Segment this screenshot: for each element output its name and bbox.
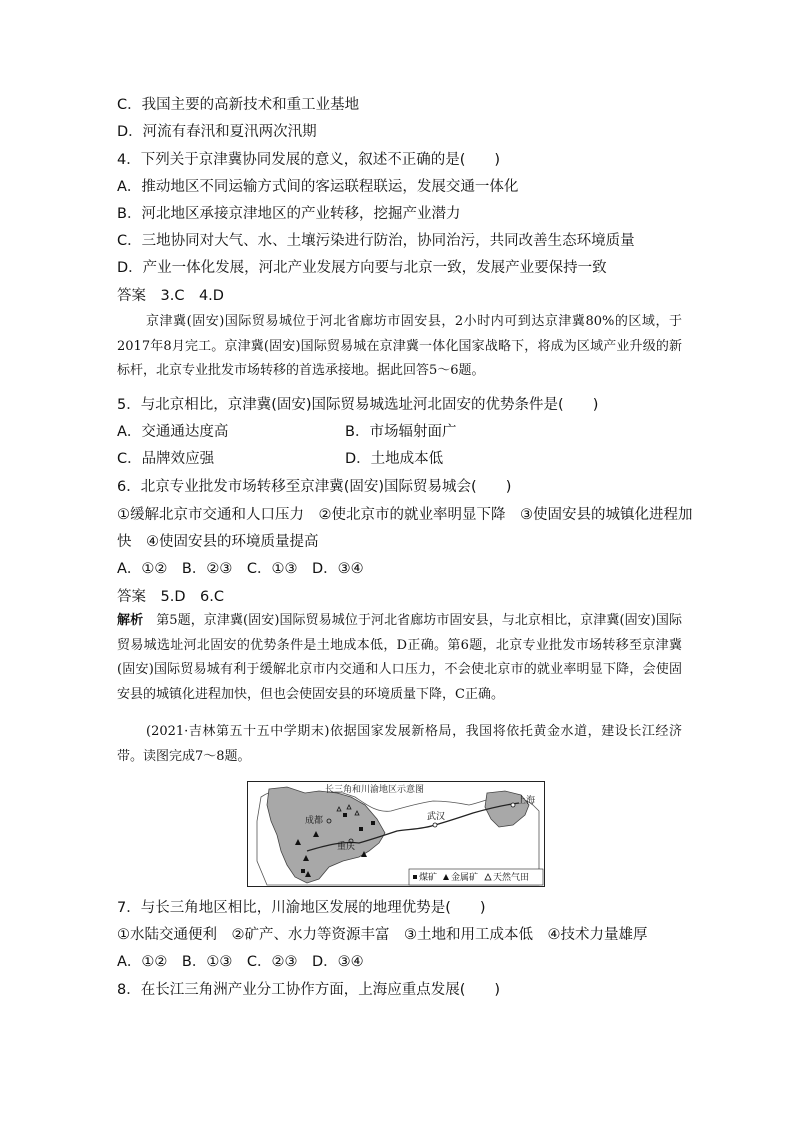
analysis-label: 解析 (117, 613, 144, 628)
city-wuhan: 武汉 (427, 812, 446, 822)
analysis-text: 第5题，京津冀(固安)国际贸易城位于河北省廊坊市固安县，与北京相比，京津冀(固安)国际贸易城选址河北固安的优势条件是土地成本低，D正确。第6题，北京专业批发市场转移至京津冀(固安)国际贸易城有利于缓解北京市内交通和人口压力，不会使北京市的就业率明显下降，会使固安县的城镇化进程加快，但也会使固安县的环境质量下降，C正确。 (117, 613, 682, 702)
q4-stem: 4．下列关于京津冀协同发展的意义，叙述不正确的是( ) (117, 152, 501, 168)
q5-option-d: D．土地成本低 (345, 451, 444, 467)
answer-3-4 (117, 286, 224, 306)
passage-text: 京津冀(固安)国际贸易城位于河北省廊坊市固安县，2小时内可到达京津冀80%的区域，于2017年8月完工。京津冀(固安)国际贸易城在京津冀一体化国家战略下，将成为区域产业升级的新标杆，北京专业批发市场转移的首选承接地。据此回答5～6题。 (117, 314, 682, 378)
city-chengdu: 成都 (305, 816, 324, 826)
city-chongqing: 重庆 (337, 842, 356, 852)
q4-option-c: C．三地协同对大气、水、土壤污染进行防治，协同治污，共同改善生态环境质量 (117, 233, 635, 249)
q3-option-c: C．我国主要的高新技术和重工业基地 (117, 97, 360, 113)
passage-7-8 (117, 720, 682, 769)
passage-5-6 (117, 310, 682, 384)
coal-mine-icon (371, 821, 375, 825)
legend-coal: 煤矿 (419, 873, 438, 883)
q4-option-a: A．推动地区不同运输方式间的客运联程联运，发展交通一体化 (117, 179, 519, 195)
answer-value: 5.D 6.C (160, 589, 224, 605)
q6-items-line1: ①缓解北京市交通和人口压力 ②使北京市的就业率明显下降 ③使固安县的城镇化进程加 (117, 507, 693, 523)
q5-option-b: B．市场辐射面广 (345, 424, 457, 440)
q6-options: A．①② B．②③ C．①③ D．③④ (117, 561, 364, 577)
q6-items-line2: 快 ④使固安县的环境质量提高 (117, 534, 319, 550)
q5-option-c: C．品牌效应强 (117, 451, 215, 467)
passage-text: (2021·吉林第五十五中学期末)依据国家发展新格局，我国将依托黄金水道，建设长江经济带。读图完成7～8题。 (117, 724, 682, 764)
yangtze-map (247, 781, 545, 887)
q7-options: A．①② B．①③ C．②③ D．③④ (117, 954, 364, 970)
coal-mine-icon (359, 827, 363, 831)
coal-mine-icon (301, 869, 305, 873)
coal-mine-icon (343, 813, 347, 817)
q8-stem: 8．在长江三角洲产业分工协作方面，上海应重点发展( ) (117, 982, 501, 998)
answer-label: 答案 (117, 288, 146, 304)
q4-option-d: D．产业一体化发展，河北产业发展方向要与北京一致，发展产业要保持一致 (117, 260, 607, 276)
q5-stem: 5．与北京相比，京津冀(固安)国际贸易城选址河北固安的优势条件是( ) (117, 397, 599, 413)
q5-option-a: A．交通通达度高 (117, 424, 229, 440)
q6-stem: 6．北京专业批发市场转移至京津冀(固安)国际贸易城会( ) (117, 479, 512, 495)
map-title: 长三角和川渝地区示意图 (325, 785, 425, 795)
legend-gas: 天然气田 (493, 873, 530, 883)
analysis-5-6 (117, 609, 682, 707)
answer-label: 答案 (117, 589, 146, 605)
q7-stem: 7．与长三角地区相比，川渝地区发展的地理优势是( ) (117, 900, 486, 916)
legend-metal: 金属矿 (451, 873, 479, 883)
q4-option-b: B．河北地区承接京津地区的产业转移，挖掘产业潜力 (117, 206, 461, 222)
answer-5-6 (117, 587, 224, 607)
q7-items: ①水陆交通便利 ②矿产、水力等资源丰富 ③土地和用工成本低 ④技术力量雄厚 (117, 927, 648, 943)
q3-option-d: D．河流有春汛和夏汛两次汛期 (117, 124, 317, 140)
city-shanghai: 上海 (517, 796, 536, 806)
coal-mine-icon (413, 875, 417, 879)
answer-value: 3.C 4.D (160, 288, 224, 304)
